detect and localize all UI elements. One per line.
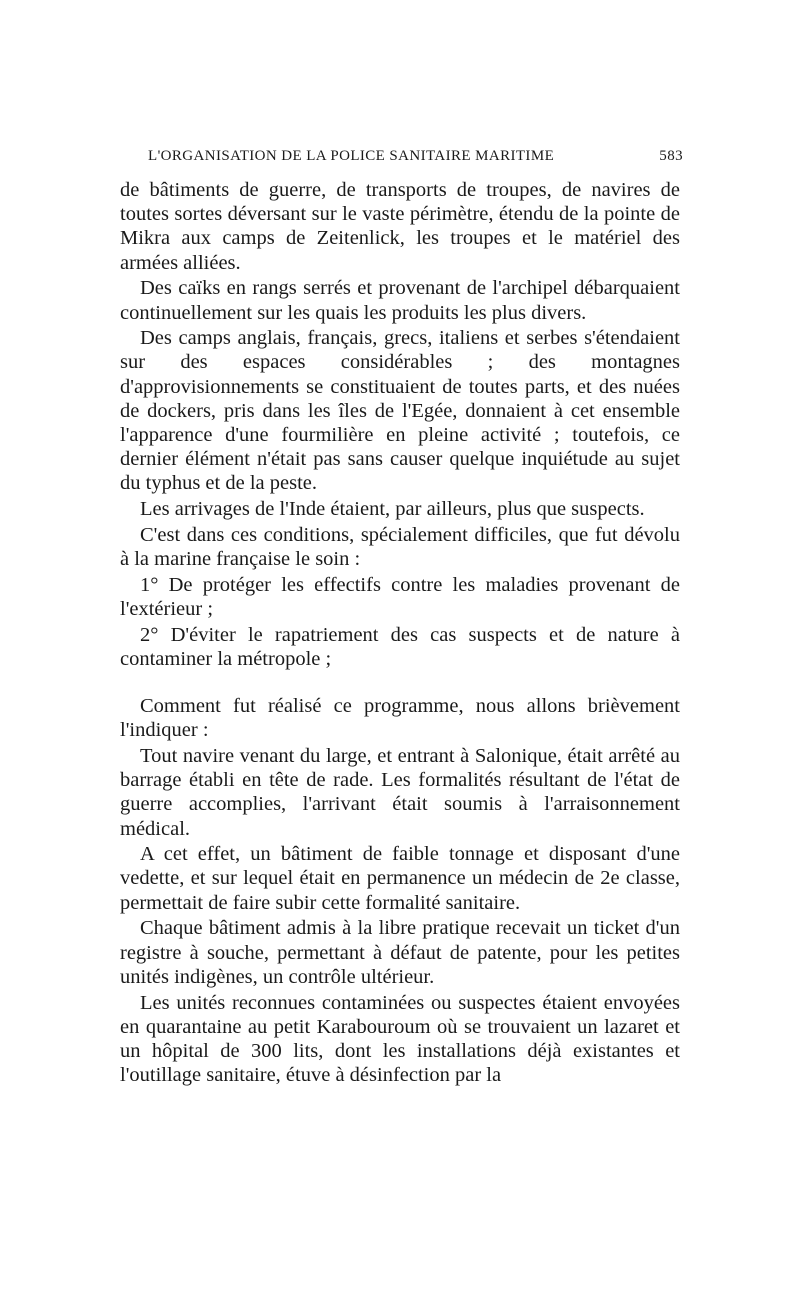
paragraph: Les unités reconnues contaminées ou suspectes étaient envoyées en quarantaine au petit Karabouroum où se trouvaient un lazaret et un hôpital de 300 lits, dont les installations déjà existantes et l'outillage sanitaire, étuve à désinfection par la [120, 991, 680, 1087]
paragraph: Des caïks en rangs serrés et provenant de l'archipel débarquaient continuellement sur les quais les produits les plus divers. [120, 277, 680, 324]
paragraph: Tout navire venant du large, et entrant à Salonique, était arrêté au barrage établi en tête de rade. Les formalités résultant de l'état de guerre accomplies, l'arrivant était soumis à l'arraisonnement médical. [120, 744, 680, 840]
paragraph: Des camps anglais, français, grecs, italiens et serbes s'étendaient sur des espaces considérables ; des montagnes d'approvisionnements se constituaient de toutes parts, et des nuées de dockers, pris dans les îles de l'Egée, donnaient à cet ensemble l'apparence d'une fourmilière en pleine activité ; toutefois, ce dernier élément n'était pas sans causer quelque inquiétude au sujet du typhus et de la peste. [120, 327, 680, 495]
paragraph: Comment fut réalisé ce programme, nous allons brièvement l'indiquer : [120, 695, 680, 742]
page-number: 583 [659, 148, 683, 164]
running-title: L'ORGANISATION DE LA POLICE SANITAIRE MARITIME [148, 148, 555, 164]
paragraph: 2° D'éviter le rapatriement des cas suspects et de nature à contaminer la métropole ; [120, 623, 680, 670]
paragraph: C'est dans ces conditions, spécialement difficiles, que fut dévolu à la marine française le soin : [120, 523, 680, 571]
paragraph: Chaque bâtiment admis à la libre pratique recevait un ticket d'un registre à souche, permettant à défaut de patente, pour les petites unités indigènes, un contrôle ultérieur. [120, 917, 680, 988]
running-head [148, 148, 683, 170]
paragraph: A cet effet, un bâtiment de faible tonnage et disposant d'une vedette, et sur lequel était en permanence un médecin de 2e classe, permettait de faire subir cette formalité sanitaire. [120, 843, 680, 914]
paragraph: 1° De protéger les effectifs contre les maladies provenant de l'extérieur ; [120, 573, 680, 620]
paragraph: de bâtiments de guerre, de transports de troupes, de navires de toutes sortes déversant sur le vaste périmètre, étendu de la pointe de Mikra aux camps de Zeitenlick, les troupes et le matériel des armées alliées. [120, 179, 680, 274]
paragraph: Les arrivages de l'Inde étaient, par ailleurs, plus que suspects. [140, 498, 645, 521]
body-text [120, 178, 680, 1089]
